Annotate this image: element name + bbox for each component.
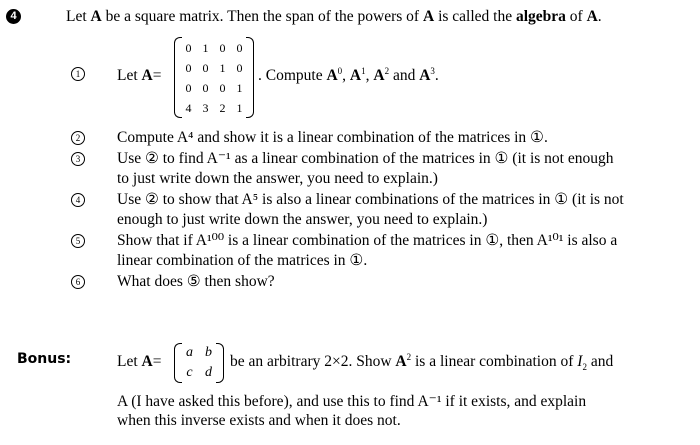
intro-text-c: is called the (438, 8, 513, 25)
matrix-entry: 0 (236, 41, 243, 55)
part-4-line: enough to just write down the answer, you need to explain.) (117, 211, 488, 228)
equals-sign: = (152, 353, 162, 370)
bonus-line-3: when this inverse exists and when it does not. (117, 412, 401, 429)
power-2: 2 (384, 66, 390, 76)
matrix-entries (180, 38, 248, 118)
matrix-symbol: A (90, 8, 102, 25)
algebra-term: algebra (515, 8, 566, 25)
bonus-text-a: be an arbitrary 2×2. Show (230, 353, 392, 370)
intro-text-d: of (569, 8, 583, 25)
matrix-symbol: A (395, 353, 407, 370)
part-6-line: What does ⑤ then show? (117, 273, 275, 290)
matrix-entry: 1 (202, 41, 209, 55)
intro-period: . (597, 8, 602, 25)
separator: , (342, 67, 347, 84)
matrix-entry: 1 (236, 101, 243, 115)
matrix-entry: 2 (219, 101, 226, 115)
let-text: Let (117, 353, 138, 370)
matrix-entry: 0 (219, 41, 226, 55)
part-1-end: . (434, 67, 439, 84)
matrix-entry: 1 (219, 61, 226, 75)
equals-sign: = (152, 67, 162, 84)
matrix-entry: 0 (236, 61, 243, 75)
part-2-marker: 2 (71, 131, 85, 145)
bonus-let (117, 352, 161, 371)
matrix-entry: 1 (236, 81, 243, 95)
matrix-entry: 0 (185, 61, 192, 75)
matrix-entry: 0 (219, 81, 226, 95)
part-4-line: Use ② to show that A⁵ is also a linear combinations of the matrices in ① (it is not (117, 191, 624, 208)
matrix-symbol: A (422, 8, 435, 25)
part-5-line: linear combination of the matrices in ①. (117, 252, 368, 269)
matrix-A-2x2 (174, 343, 224, 383)
power-2: 2 (406, 352, 412, 362)
part-2-line: Compute A⁴ and show it is a linear combination of the matrices in ①. (117, 129, 548, 146)
matrix-symbol: A (419, 67, 431, 84)
power-0: 0 (337, 66, 343, 76)
separator: , (365, 67, 370, 84)
intro-text-b: be a square matrix. Then the span of the powers of (105, 8, 420, 25)
bonus-text-b: is a linear combination of (415, 353, 574, 370)
identity-symbol: I (577, 353, 583, 370)
matrix-entry: 3 (202, 101, 209, 115)
part-3-line: to just write down the answer, you need to explain.) (117, 170, 438, 187)
matrix-entry: 0 (185, 81, 192, 95)
part-3-line: Use ② to find A⁻¹ as a linear combination of the matrices in ① (it is not enough (117, 150, 614, 167)
matrix-entry: 0 (202, 61, 209, 75)
and-text: and (392, 67, 416, 84)
matrix-symbol: A (373, 67, 385, 84)
matrix-entry: 0 (202, 81, 209, 95)
matrix-entries (180, 343, 218, 383)
matrix-entry: b (205, 345, 212, 360)
matrix-symbol: A (141, 67, 153, 84)
matrix-A-4x4 (174, 37, 254, 118)
part-5-line: Show that if A¹⁰⁰ is a linear combination of the matrices in ①, then A¹⁰¹ is also a (117, 232, 618, 249)
part-3-marker: 3 (71, 152, 85, 166)
part-1-let (117, 66, 161, 85)
part-1-marker: 1 (71, 67, 85, 81)
compute-text: . Compute (258, 67, 323, 84)
let-text: Let (117, 67, 138, 84)
matrix-symbol: A (349, 67, 362, 84)
matrix-symbol: A (141, 353, 153, 370)
matrix-entry: d (205, 365, 212, 380)
power-3: 3 (430, 66, 435, 76)
intro-text-a: Let (66, 8, 87, 25)
part-1-compute (258, 66, 439, 87)
part-4-marker: 4 (71, 193, 85, 207)
bonus-label: Bonus: (17, 351, 72, 367)
matrix-entry: 0 (185, 41, 192, 55)
and-text: and (590, 353, 614, 370)
part-5-marker: 5 (71, 234, 85, 248)
bonus-line-2: A (I have asked this before), and use this to find A⁻¹ if it exists, and explain (117, 393, 587, 410)
matrix-entry: c (186, 365, 193, 380)
matrix-entry: a (186, 345, 193, 360)
matrix-symbol: A (586, 8, 598, 25)
power-1: 1 (361, 66, 366, 76)
bonus-line-1 (230, 352, 613, 373)
question-intro (66, 7, 602, 26)
matrix-symbol: A (326, 67, 338, 84)
question-number-badge: 4 (6, 9, 21, 24)
part-6-marker: 6 (71, 275, 85, 289)
matrix-entry: 4 (185, 101, 192, 115)
identity-subscript: 2 (582, 362, 587, 372)
